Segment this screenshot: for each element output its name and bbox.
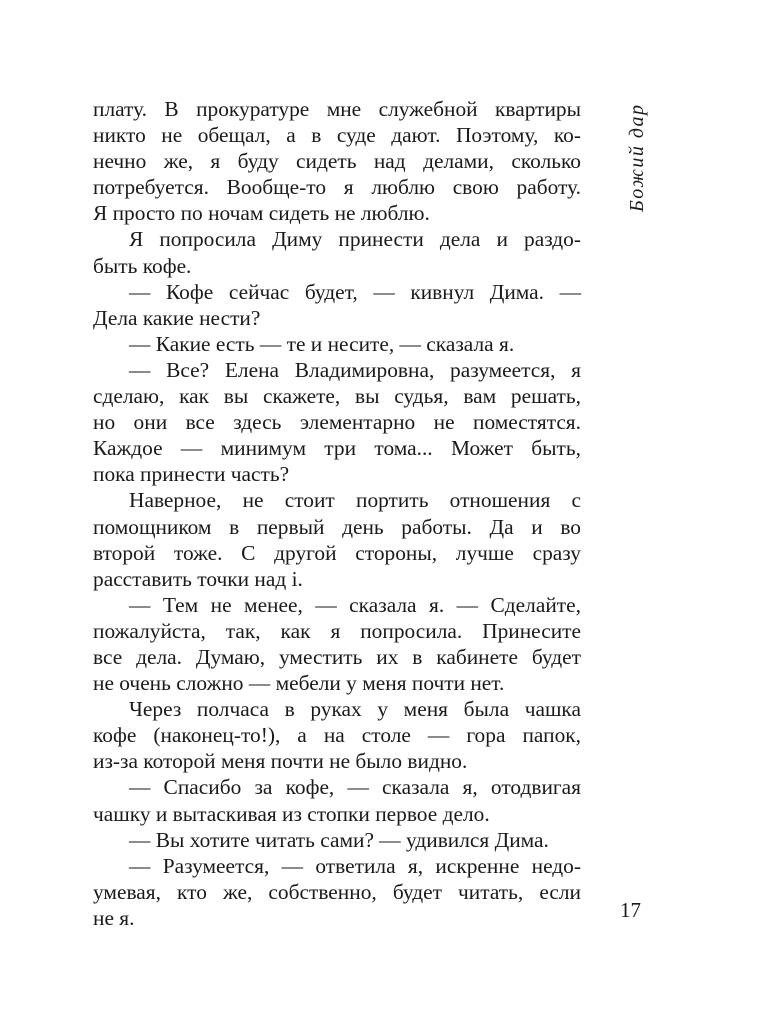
text-line: умевая, кто же, собственно, будет читать, если — [93, 879, 581, 904]
paragraph — [93, 279, 581, 331]
text-line: — Спасибо за кофе, — сказала я, отодвигая — [129, 775, 581, 800]
paragraph — [93, 592, 581, 696]
text-line: никто не обещал, а в суде дают. Поэтому, ко- — [93, 123, 581, 148]
text-line: — Все? Елена Владимировна, разумеется, я — [129, 357, 581, 382]
text-line: не очень сложно — мебели у меня почти нет. — [93, 671, 505, 696]
text-line: сделаю, как вы скажете, вы судья, вам решать, — [93, 384, 581, 409]
paragraph — [93, 774, 581, 826]
text-line: Через полчаса в руках у меня была чашка — [129, 697, 581, 722]
page-number: 17 — [620, 898, 641, 922]
paragraph — [93, 226, 581, 278]
body-text — [93, 96, 581, 931]
text-line: но они все здесь элементарно не поместятся. — [93, 410, 581, 435]
paragraph — [93, 487, 581, 591]
text-line: Наверное, не стоит портить отношения с — [129, 488, 581, 513]
text-line: пожалуйста, так, как я попросила. Принесите — [93, 618, 581, 643]
text-line: Каждое — минимум три тома... Может быть, — [93, 436, 581, 461]
text-line: потребуется. Вообще-то я люблю свою работу. — [93, 175, 581, 200]
text-line: кофе (наконец-то!), а на столе — гора папок, — [93, 723, 581, 748]
text-line: плату. В прокуратуре мне служебной квартиры — [93, 97, 581, 121]
paragraph — [93, 696, 581, 774]
text-line: — Вы хотите читать сами? — удивился Дима. — [129, 827, 549, 852]
text-line: — Тем не менее, — сказала я. — Сделайте, — [129, 592, 581, 617]
text-line: — Кофе сейчас будет, — кивнул Дима. — — [129, 279, 581, 304]
text-line: нечно же, я буду сидеть над делами, сколько — [93, 149, 581, 174]
text-line: второй тоже. С другой стороны, лучше сразу — [93, 540, 581, 565]
paragraph — [93, 827, 581, 853]
text-line: Я просто по ночам сидеть не люблю. — [93, 201, 430, 226]
text-line: из-за которой меня почти не было видно. — [93, 749, 468, 774]
text-line: расставить точки над i. — [93, 566, 303, 591]
running-head: Божий дар — [626, 103, 648, 212]
text-line: помощником в первый день работы. Да и во — [93, 514, 581, 539]
text-line: чашку и вытаскивая из стопки первое дело. — [93, 801, 490, 826]
text-line: — Какие есть — те и несите, — сказала я. — [129, 331, 515, 356]
text-line: — Разумеется, — ответила я, искренне недо- — [129, 853, 581, 878]
text-line: Дела какие нести? — [93, 305, 261, 330]
text-line: Я попросила Диму принести дела и раздо- — [129, 227, 581, 252]
paragraph — [93, 357, 581, 487]
paragraph — [93, 96, 581, 226]
text-line: быть кофе. — [93, 253, 192, 278]
text-line: пока принести часть? — [93, 462, 290, 487]
paragraph — [93, 853, 581, 931]
text-line: все дела. Думаю, уместить их в кабинете будет — [93, 644, 581, 669]
paragraph — [93, 331, 581, 357]
text-line: не я. — [93, 905, 135, 930]
